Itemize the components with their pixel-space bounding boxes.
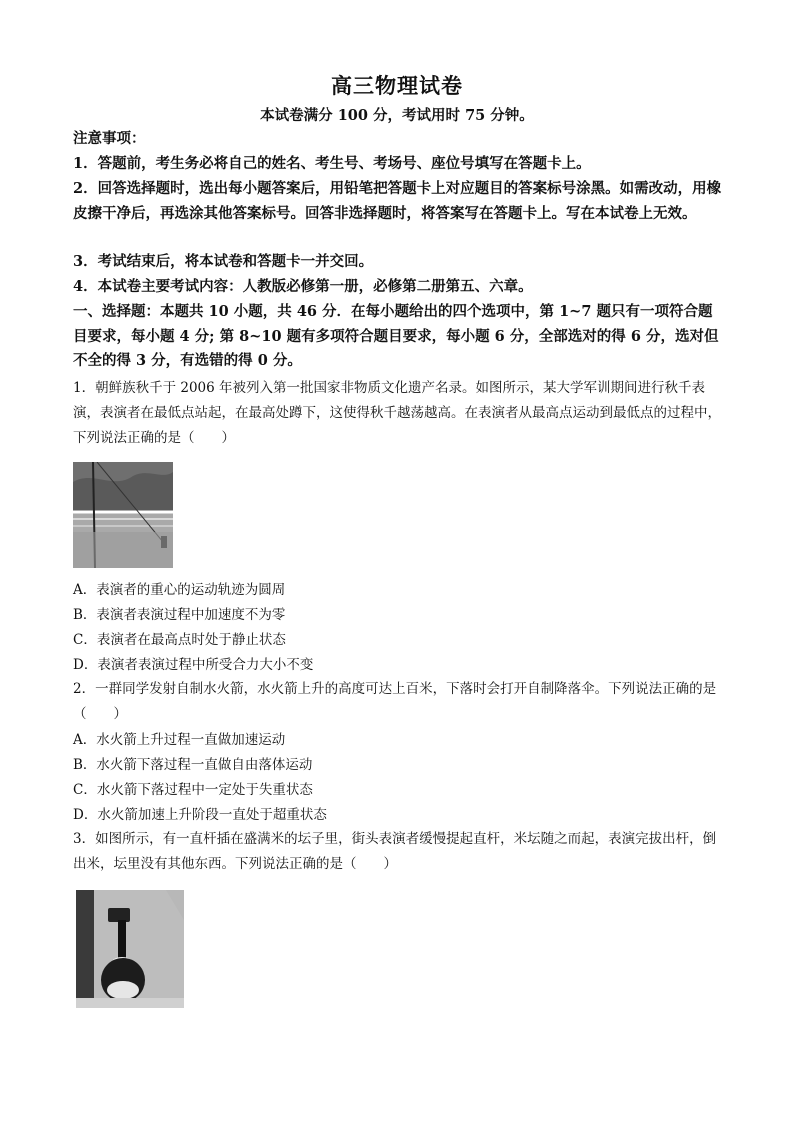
question-2-option-c: C．水火箭下落过程中一定处于失重状态 [73, 782, 313, 798]
question-2-option-a: A．水火箭上升过程一直做加速运动 [73, 732, 286, 748]
swing-photo [73, 462, 173, 568]
question-1-option-c: C．表演者在最高点时处于静止状态 [73, 632, 286, 648]
section-1-instructions: 一、选择题：本题共 10 小题，共 46 分．在每小题给出的四个选项中，第 1~7 题只有一项符合题目要求，每小题 4 分; 第 8~10 题有多项符合题目要求，每小题 6 分，全部选对的得 6 分，选对但不全的得 3 分，有选错的得 0 分。 [73, 303, 719, 369]
rice-jar-photo [76, 890, 184, 1008]
question-2-option-b: B．水火箭下落过程一直做自由落体运动 [73, 757, 313, 773]
question-3-stem: 3．如图所示，有一直杆插在盛满米的坛子里，街头表演者缓慢提起直杆，米坛随之而起，表演完拔出杆，倒出米，坛里没有其他东西。下列说法正确的是（ ） [73, 831, 717, 872]
notice-item-2: 2．回答选择题时，选出每小题答案后，用铅笔把答题卡上对应题目的答案标号涂黑。如需改动，用橡皮擦干净后，再选涂其他答案标号。回答非选择题时，将答案写在答题卡上。写在本试卷上无效。 [73, 180, 722, 222]
notice-item-4: 4．本试卷主要考试内容：人教版必修第一册，必修第二册第五、六章。 [73, 278, 533, 295]
question-1-stem: 1．朝鲜族秋千于 2006 年被列入第一批国家非物质文化遗产名录。如图所示，某大学军训期间进行秋千表演，表演者在最低点站起，在最高处蹲下，这使得秋千越荡越高。在表演者从最高点运动到最低点的过程中，下列说法正确的是（ ） [73, 380, 721, 446]
notice-heading: 注意事项： [73, 130, 146, 147]
exam-subtitle: 本试卷满分 100 分，考试用时 75 分钟。 [260, 107, 534, 124]
question-1-option-a: A．表演者的重心的运动轨迹为圆周 [73, 582, 286, 598]
rice-jar-photo-graphic [76, 890, 184, 1008]
question-2-stem: 2．一群同学发射自制水火箭，水火箭上升的高度可达上百米，下落时会打开自制降落伞。下列说法正确的是（ ） [73, 681, 717, 722]
question-1-option-d: D．表演者表演过程中所受合力大小不变 [73, 657, 314, 673]
swing-photo-graphic [73, 462, 173, 568]
exam-title: 高三物理试卷 [331, 73, 463, 98]
notice-item-3: 3．考试结束后，将本试卷和答题卡一并交回。 [73, 253, 374, 270]
question-2-option-d: D．水火箭加速上升阶段一直处于超重状态 [73, 807, 327, 823]
question-1-option-b: B．表演者表演过程中加速度不为零 [73, 607, 286, 623]
notice-item-1: 1．答题前，考生务必将自己的姓名、考生号、考场号、座位号填写在答题卡上。 [73, 155, 591, 172]
